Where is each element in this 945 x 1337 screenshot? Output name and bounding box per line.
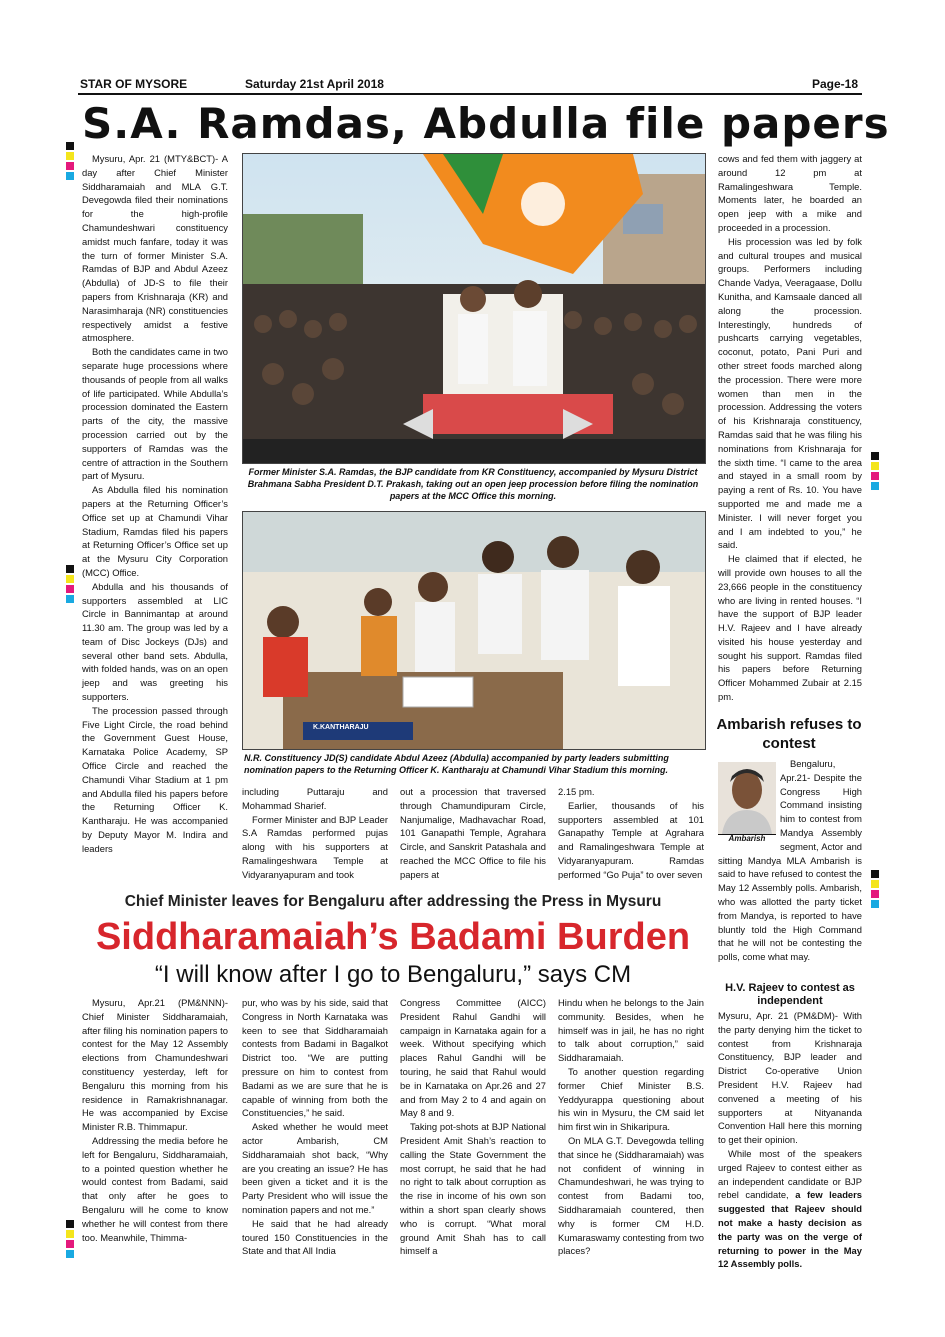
registration-mark (66, 1230, 74, 1238)
registration-mark (871, 482, 879, 490)
paragraph: Taking pot-shots at BJP National President Amit Shah’s reaction to calling the State Government the most corrupt, he said that he had no right to talk about corruption as the rise in income of his own son within a short span clearly shows who is corrupt. “What moral ground Amit Shah has to call himself a (400, 1121, 546, 1257)
paragraph: Asked whether he would meet actor Ambarish, CM Siddharamaiah shot back, “Why are you creating an issue? He has been given a ticket and it is the Party President who will issue the nomination papers and not me.” (242, 1121, 388, 1215)
paragraph: Addressing the media before he left for Bengaluru, Siddharamaiah, to a pointed question whether he would contest from Badami, said that only after he goes to Bengaluru will he come to know whether he will contest from there too. Meanwhile, Thimma- (82, 1134, 228, 1243)
registration-mark (871, 462, 879, 470)
ambarish-photo-label: Ambarish (718, 834, 776, 842)
paragraph: cows and fed them with jaggery at around 12 pm at Ramalingeshwara Temple. Moments later, he boarded an open jeep with a mike and proceeded in a procession. (718, 153, 862, 233)
paragraph: out a procession that traversed through Chamundipuram Circle, Nanjumalige, Madhavachar Road, 101 Ganapathi Temple, Agrahara Circle, and Sanskrit Patashala and reached the MCC Office to file his papers at (400, 786, 546, 880)
paragraph: Mysuru, Apr.21 (PM&NNN)- Chief Minister Siddharamaiah, after filing his nomination papers to contest for the May 12 Assembly elections from Chamundeshwari constituency yesterday, left for Bengaluru this morning from his residence in Ramakrishnanagar. He was accompanied by Excise Minister R.B. Thimmapur. (82, 997, 228, 1133)
story1-column-5 (718, 152, 862, 704)
paragraph-bold-text: a few leaders suggested that Rajeev should not make a hasty decision as the party was on the verge of returning to power in the May 12 Assembly polls. (718, 1189, 863, 1270)
registration-mark (66, 152, 74, 160)
registration-mark (66, 142, 74, 150)
registration-mark (66, 1220, 74, 1228)
registration-mark (871, 452, 879, 460)
rajeev-story (718, 1009, 862, 1271)
story4-column-4 (558, 996, 704, 1258)
ambarish-headline: Ambarish refuses to contest (716, 716, 862, 752)
story4-column-3 (400, 996, 546, 1258)
procession-photo (242, 153, 706, 464)
registration-mark (66, 575, 74, 583)
paragraph: Earlier, thousands of his supporters assembled at 101 Ganapathy Temple at Agrahara and Ramalingeshwara Temple at Vidyaranyapuram. Ramdas performed “Go Puja” to over seven (558, 799, 704, 880)
registration-mark (66, 565, 74, 573)
registration-mark (66, 585, 74, 593)
registration-mark (66, 1250, 74, 1258)
paragraph-text: While most of the speakers urged Rajeev to contest either as an independent candidate or BJP rebel candidate, (718, 1147, 862, 1201)
nomination-photo (242, 511, 706, 750)
paragraph (718, 1147, 862, 1271)
procession-photo-art (243, 154, 705, 463)
rajeev-headline: H.V. Rajeev to contest as independent (725, 982, 855, 1007)
photo1-caption: Former Minister S.A. Ramdas, the BJP candidate from KR Constituency, accompanied by Mysuru District Brahmana Sabha President D.T. Prakash, taking out an open jeep procession before filing the nomination papers at the MCC Office this morning. (247, 467, 699, 501)
registration-mark (871, 900, 879, 908)
registration-mark (66, 1240, 74, 1248)
masthead-rule (78, 93, 862, 95)
paragraph: Both the candidates came in two separate huge processions where thousands of people from all walks of life participated. While Abdulla’s procession dominated the Eastern parts of the city, the massive procession carried out by the supporters of Ramdas was the centre of attraction in the Southern part of Mysuru. (82, 346, 228, 482)
story4-kicker: Chief Minister leaves for Bengaluru after addressing the Press in Mysuru (124, 893, 662, 910)
ambarish-story (718, 757, 862, 964)
story4-column-1 (82, 996, 228, 1244)
story1-column-3 (400, 785, 546, 882)
paragraph: He said that he had already toured 150 Constituencies in the State and that All India (242, 1217, 388, 1257)
paragraph: As Abdulla filed his nomination papers at the Returning Officer’s Office set up at Chamundi Vihar Stadium, Ramdas filed his papers at Returning Officer’s Office set up at the Mysuru City Corporation (MCC) Office. (82, 484, 228, 578)
story1-column-2 (242, 785, 388, 882)
paragraph: 2.15 pm. (558, 786, 595, 797)
paragraph: The procession passed through Five Light Circle, the road behind the Government Guest House, Karnataka Police Academy, SP Office Circle and reached the Chamundi Vihar Stadium at 1 pm and Abdulla filed his papers before the Returning Officer K. Kantharaju. He was accompanied by Deputy Mayor M. Indira and leaders (82, 704, 228, 854)
photo-float-spacer (718, 757, 780, 847)
registration-mark (871, 890, 879, 898)
paragraph: Congress Committee (AICC) President Rahul Gandhi will campaign in Karnataka again for a week. Without specifying which places Rahul Gandhi will be touring, he said that Rahul would be in Karnataka on Apr.26 and 27 and from May 2 to 4 and again on May 8 and 9. (400, 997, 546, 1119)
paragraph: His procession was led by folk and cultural troupes and musical groups. Performers including Chande Vadya, Veeragaase, Dollu Kunitha, and Kamsaale danced all along the procession. Interestingly, hundreds of pushcarts carrying vegetables, coconut, potato, Pani Puri and other street foods marched along the procession. There were more women than men in the procession. Addressing the voters of his Krishnaraja constituency, Ramdas said that he was filing his nominations from Krishnaraja for the sixth time. “I came to the area and stayed in a small room by paying a rent of Rs. 10. You have supported me and made me a Minister. I will never forget you and I am indebted to you,” he said. (718, 235, 862, 551)
officer-nameplate: K.KANTHARAJU (313, 724, 369, 731)
paragraph: Mysuru, Apr. 21 (MTY&BCT)- A day after Chief Minister Siddharamaiah and MLA G.T. Devegowda filed their nominations for the high-profile Chamundeshwari constituency amidst much fanfare, today it was the turn of former Minister S.A. Ramdas of BJP and Abdul Azeez (Abdulla) of JD-S to file their papers from Krishnaraja (KR) and Narasimharaja (NR) constituencies respectively amidst a festive atmosphere. (82, 153, 228, 344)
registration-mark (66, 172, 74, 180)
paper-name: STAR OF MYSORE (80, 77, 188, 91)
page-number: Page-18 (812, 77, 859, 91)
story4-headline: Siddharamaiah’s Badami Burden (95, 916, 691, 958)
registration-mark (66, 162, 74, 170)
photo2-caption: N.R. Constituency JD(S) candidate Abdul Azeez (Abdulla) accompanied by party leaders submitting nomination papers to the Returning Officer K. Kantharaju at Chamundi Vihar Stadium this morning. (244, 753, 669, 775)
nomination-photo-art (243, 512, 705, 749)
paragraph: On MLA G.T. Devegowda telling that since he (Siddharamaiah) was not confident of winning in Chamundeshwari, he was trying to contest from Badami too, Siddharamaiah countered, then why is former CM H.D. Kumaraswamy contesting from two places? (558, 1134, 704, 1257)
paragraph: Abdulla and his thousands of supporters assembled at LIC Circle in Bannimantap at around 11.30 am. The group was led by a team of Disc Jockeys (DJs) and several other band sets. Abdulla, with folded hands, was on an open jeep and was greeting his supporters. (82, 580, 228, 703)
paragraph: Bengaluru, Apr.21- Despite the Congress High Command insisting him to contest from Mandya Assembly segment, Actor and sitting Mandya MLA Ambarish is said to have refused to contest the May 12 Assembly polls. Ambarish, who was allotted the party ticket from Mandya, is reported to have bluntly told the High Command that he will not be contesting the polls, come what may. (718, 758, 862, 963)
story1-column-1 (82, 152, 228, 856)
registration-mark (871, 870, 879, 878)
paragraph: To another question regarding former Chief Minister B.S. Yeddyurappa questioning about his win in Mysuru, the CM said let him first win in Shikaripura. (558, 1065, 704, 1133)
paragraph: He claimed that if elected, he will provide own houses to all the 23,666 people in the constituency who are living in rented houses. “I have the support of BJP leader H.V. Rajeev and I have already visited his house yesterday and sought his support. Ramdas filed his papers before Returning Officer Mohammed Zubair at 2.15 pm. (718, 553, 862, 703)
paragraph: Hindu when he belongs to the Jain community. Besides, when he himself was in jail, he has no right to talk about corruption,” said Siddharamaiah. (558, 997, 704, 1064)
paragraph: pur, who was by his side, said that Congress in North Karnataka was keen to see that Siddharamaiah contests from Badami in Bagalkot District too. “We are putting pressure on him to contest from Badami as we are sure that he is capable of winning from both the Constituencies,” he said. (242, 997, 388, 1119)
registration-mark (871, 880, 879, 888)
registration-mark (66, 595, 74, 603)
story1-headline: S.A. Ramdas, Abdulla file papers (82, 99, 890, 148)
issue-date: Saturday 21st April 2018 (245, 77, 384, 91)
story1-column-4 (558, 785, 704, 882)
paragraph: Mysuru, Apr. 21 (PM&DM)- With the party denying him the ticket to contest from Krishnaraja Constituency, BJP leader and District Co-operative Union President H.V. Rajeev had convened a meeting of his supporters at Nityananda Convention Hall here this morning to get their opinion. (718, 1010, 862, 1146)
paragraph: Former Minister and BJP Leader S.A Ramdas performed pujas along with his supporters at Ramalingeshwara Temple at Vidyaranyapuram and took (242, 813, 388, 880)
story4-subhead: “I will know after I go to Bengaluru,” says CM (154, 961, 632, 988)
registration-mark (871, 472, 879, 480)
story4-column-2 (242, 996, 388, 1258)
paragraph: including Puttaraju and Mohammad Sharief. (242, 786, 388, 811)
